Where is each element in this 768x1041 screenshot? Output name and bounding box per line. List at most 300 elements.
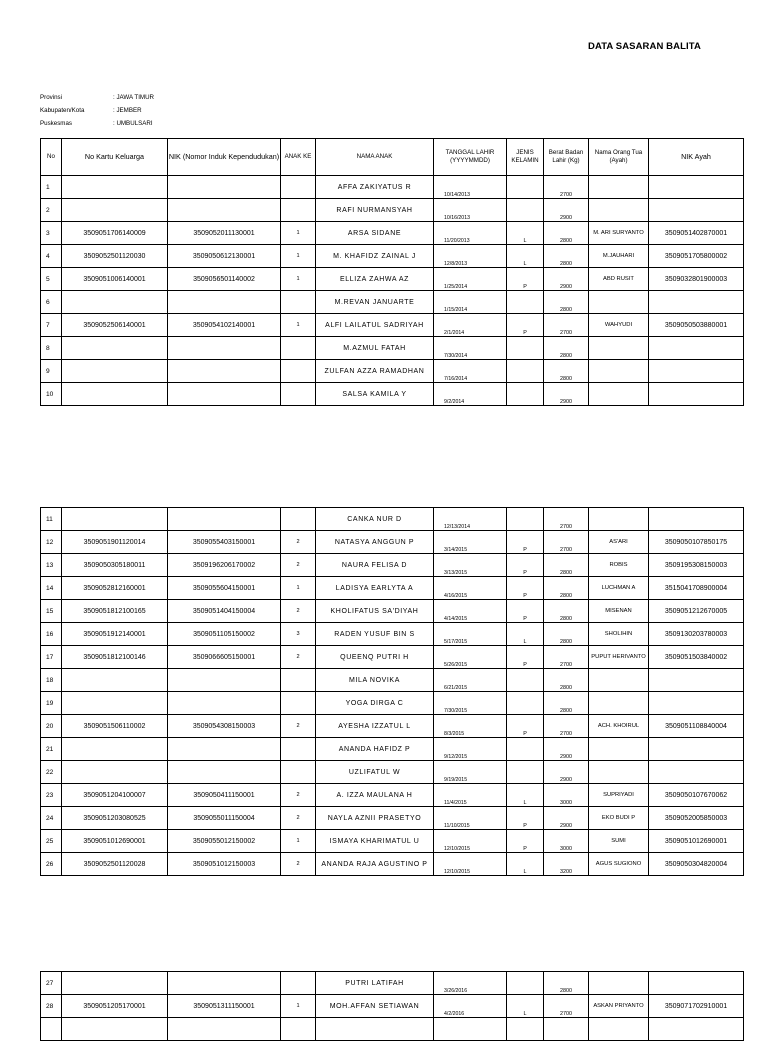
cell-tgl: 3/14/2015: [434, 531, 507, 554]
cell-kk: 3509051012690001: [62, 830, 168, 853]
cell-jk: L: [507, 784, 544, 807]
cell-tgl: 12/10/2015: [434, 830, 507, 853]
cell-nik-ayah: 3509130203780003: [649, 623, 744, 646]
meta-value: : JAWA TIMUR: [113, 94, 155, 101]
cell-nik-ayah: [649, 383, 744, 406]
cell-jk: [507, 669, 544, 692]
cell-nik-ayah: [649, 669, 744, 692]
cell-nik: 3509055011150004: [168, 807, 281, 830]
header-jk: JENIS KELAMIN: [507, 139, 544, 176]
cell-jk: [507, 176, 544, 199]
cell-nama: ELLIZA ZAHWA AZ: [316, 268, 434, 291]
cell-no: 25: [41, 830, 62, 853]
cell-ortu: SUMI: [589, 830, 649, 853]
header-kk: No Kartu Keluarga: [62, 139, 168, 176]
cell-nik-ayah: [649, 692, 744, 715]
cell-jk: [507, 383, 544, 406]
table-body-3: [41, 972, 744, 1041]
cell-ortu: AGUS SUGIONO: [589, 853, 649, 876]
cell-nik: [168, 360, 281, 383]
cell-kk: 3509051706140009: [62, 222, 168, 245]
meta-value: : UMBULSARI: [113, 120, 153, 127]
cell-nama: M.AZMUL FATAH: [316, 337, 434, 360]
cell-jk: P: [507, 577, 544, 600]
cell-tgl: 11/4/2015: [434, 784, 507, 807]
cell-nik-ayah: [649, 199, 744, 222]
cell-no: 14: [41, 577, 62, 600]
cell-nik: [168, 383, 281, 406]
table-row: [41, 577, 744, 600]
cell-ortu: SHOLIHIN: [589, 623, 649, 646]
cell-jk: L: [507, 222, 544, 245]
header-nik-ayah: NIK Ayah: [649, 139, 744, 176]
cell-ortu: [589, 738, 649, 761]
cell-kk: [62, 337, 168, 360]
cell-nik-ayah: [649, 972, 744, 995]
header-ortu: Nama Orang Tua (Ayah): [589, 139, 649, 176]
cell-bb: 2800: [544, 600, 589, 623]
cell-ortu: [589, 761, 649, 784]
cell-kk: [62, 508, 168, 531]
cell-bb: 2800: [544, 692, 589, 715]
meta-label: Kabupaten/Kota: [40, 107, 85, 114]
cell-tgl: 3/13/2015: [434, 554, 507, 577]
cell-no: 9: [41, 360, 62, 383]
cell-nik: 3509055403150001: [168, 531, 281, 554]
cell-tgl: 8/3/2015: [434, 715, 507, 738]
table-row: [41, 222, 744, 245]
cell-tgl: 1/15/2014: [434, 291, 507, 314]
cell-nama: NAURA FELISA D: [316, 554, 434, 577]
cell-jk: [507, 972, 544, 995]
cell-jk: P: [507, 600, 544, 623]
cell-jk: [507, 692, 544, 715]
cell-ortu: ASKAN PRIYANTO: [589, 995, 649, 1018]
meta-row-puskesmas: [40, 117, 154, 130]
cell-ortu: ACH. KHOIRUL: [589, 715, 649, 738]
cell-tgl: 9/12/2015: [434, 738, 507, 761]
cell-no: 12: [41, 531, 62, 554]
cell-anak-ke: [281, 508, 316, 531]
cell-nik-ayah: 3509050107670062: [649, 784, 744, 807]
table-row: [41, 761, 744, 784]
cell-bb: 2800: [544, 337, 589, 360]
cell-nik: 3509056501140002: [168, 268, 281, 291]
cell-jk: P: [507, 830, 544, 853]
cell-nama: QUEENQ PUTRI H: [316, 646, 434, 669]
cell-kk: [62, 360, 168, 383]
cell-ortu: [589, 692, 649, 715]
cell-tgl: 1/25/2014: [434, 268, 507, 291]
header-bb: Berat Badan Lahir (Kg): [544, 139, 589, 176]
cell-no: 16: [41, 623, 62, 646]
cell-nama: [316, 1018, 434, 1041]
meta-value: : JEMBER: [113, 107, 142, 114]
cell-bb: 2700: [544, 176, 589, 199]
cell-ortu: M.JAUHARI: [589, 245, 649, 268]
table-row: [41, 360, 744, 383]
cell-kk: 3509052501120030: [62, 245, 168, 268]
header-no: No: [41, 139, 62, 176]
cell-nama: MOH.AFFAN SETIAWAN: [316, 995, 434, 1018]
cell-anak-ke: 2: [281, 531, 316, 554]
cell-nik-ayah: [649, 360, 744, 383]
cell-nik: [168, 176, 281, 199]
cell-kk: [62, 199, 168, 222]
cell-nik-ayah: 3509195308150003: [649, 554, 744, 577]
cell-anak-ke: [281, 291, 316, 314]
table-row: [41, 995, 744, 1018]
cell-nik: [168, 508, 281, 531]
cell-tgl: 9/19/2015: [434, 761, 507, 784]
cell-kk: [62, 761, 168, 784]
cell-anak-ke: 1: [281, 314, 316, 337]
cell-bb: 2800: [544, 577, 589, 600]
cell-nik-ayah: 3509071702910001: [649, 995, 744, 1018]
cell-nik-ayah: [649, 738, 744, 761]
cell-ortu: AS'ARI: [589, 531, 649, 554]
cell-tgl: 12/8/2013: [434, 245, 507, 268]
cell-jk: [507, 337, 544, 360]
cell-nama: RADEN YUSUF BIN S: [316, 623, 434, 646]
cell-tgl: 3/26/2016: [434, 972, 507, 995]
cell-jk: [507, 360, 544, 383]
cell-tgl: 7/30/2014: [434, 337, 507, 360]
cell-nama: M.REVAN JANUARTE: [316, 291, 434, 314]
cell-nik-ayah: 3509051108840004: [649, 715, 744, 738]
cell-anak-ke: 2: [281, 715, 316, 738]
cell-nama: LADISYA EARLYTA A: [316, 577, 434, 600]
cell-tgl: 10/16/2013: [434, 199, 507, 222]
cell-kk: [62, 692, 168, 715]
cell-nik: [168, 337, 281, 360]
cell-nik-ayah: [649, 1018, 744, 1041]
table-row: [41, 176, 744, 199]
cell-tgl: 4/2/2016: [434, 995, 507, 1018]
cell-nik-ayah: [649, 291, 744, 314]
cell-anak-ke: 1: [281, 222, 316, 245]
table-row: [41, 199, 744, 222]
cell-no: [41, 1018, 62, 1041]
cell-kk: 3509051506110002: [62, 715, 168, 738]
meta-label: Provinsi: [40, 94, 63, 101]
meta-info: [40, 91, 154, 130]
meta-row-provinsi: [40, 91, 154, 104]
cell-ortu: MISENAN: [589, 600, 649, 623]
cell-nik: 3509052011130001: [168, 222, 281, 245]
cell-ortu: WAHYUDI: [589, 314, 649, 337]
cell-anak-ke: [281, 972, 316, 995]
cell-nama: RAFI NURMANSYAH: [316, 199, 434, 222]
cell-no: 19: [41, 692, 62, 715]
cell-ortu: M. ARI SURYANTO: [589, 222, 649, 245]
cell-jk: [507, 761, 544, 784]
table-row: [41, 531, 744, 554]
cell-tgl: 12/13/2014: [434, 508, 507, 531]
header-row: [41, 139, 744, 176]
cell-anak-ke: [281, 738, 316, 761]
cell-tgl: 7/30/2015: [434, 692, 507, 715]
cell-nik: [168, 738, 281, 761]
cell-nik-ayah: [649, 176, 744, 199]
cell-nik-ayah: 3509051012690001: [649, 830, 744, 853]
cell-nama: PUTRI LATIFAH: [316, 972, 434, 995]
cell-nama: KHOLIFATUS SA'DIYAH: [316, 600, 434, 623]
cell-no: 4: [41, 245, 62, 268]
cell-nama: NAYLA AZNII PRASETYO: [316, 807, 434, 830]
cell-tgl: 5/17/2015: [434, 623, 507, 646]
cell-jk: P: [507, 314, 544, 337]
cell-anak-ke: 2: [281, 646, 316, 669]
cell-anak-ke: 1: [281, 577, 316, 600]
table-row: [41, 508, 744, 531]
table-row: [41, 807, 744, 830]
cell-nik: 3509054308150003: [168, 715, 281, 738]
cell-bb: 3000: [544, 830, 589, 853]
cell-no: 1: [41, 176, 62, 199]
cell-kk: [62, 972, 168, 995]
cell-kk: [62, 383, 168, 406]
cell-kk: 3509052812160001: [62, 577, 168, 600]
table-row: [41, 383, 744, 406]
cell-nama: A. IZZA MAULANA H: [316, 784, 434, 807]
cell-nama: ANANDA HAFIDZ P: [316, 738, 434, 761]
cell-no: 21: [41, 738, 62, 761]
cell-nik-ayah: 3509050107850175: [649, 531, 744, 554]
cell-nik: 3509054102140001: [168, 314, 281, 337]
cell-nama: ISMAYA KHARIMATUL U: [316, 830, 434, 853]
cell-jk: P: [507, 715, 544, 738]
cell-nik-ayah: [649, 508, 744, 531]
cell-tgl: 9/2/2014: [434, 383, 507, 406]
cell-kk: 3509052506140001: [62, 314, 168, 337]
cell-bb: 2800: [544, 291, 589, 314]
cell-bb: 2900: [544, 383, 589, 406]
cell-ortu: [589, 1018, 649, 1041]
cell-nik-ayah: 3509050503880001: [649, 314, 744, 337]
cell-bb: 2800: [544, 972, 589, 995]
cell-kk: [62, 291, 168, 314]
cell-tgl: 11/20/2013: [434, 222, 507, 245]
table-row: [41, 784, 744, 807]
cell-jk: L: [507, 853, 544, 876]
cell-kk: 3509051203080525: [62, 807, 168, 830]
cell-nik-ayah: [649, 337, 744, 360]
cell-anak-ke: 1: [281, 268, 316, 291]
cell-ortu: [589, 291, 649, 314]
cell-no: 27: [41, 972, 62, 995]
cell-jk: P: [507, 268, 544, 291]
cell-nik-ayah: [649, 761, 744, 784]
cell-nik: [168, 1018, 281, 1041]
cell-nama: SALSA KAMILA Y: [316, 383, 434, 406]
cell-tgl: 2/1/2014: [434, 314, 507, 337]
cell-nama: AFFA ZAKIYATUS R: [316, 176, 434, 199]
cell-jk: P: [507, 554, 544, 577]
table-row: [41, 554, 744, 577]
cell-ortu: [589, 383, 649, 406]
cell-bb: 2800: [544, 669, 589, 692]
cell-bb: [544, 1018, 589, 1041]
cell-no: 2: [41, 199, 62, 222]
cell-anak-ke: 1: [281, 995, 316, 1018]
cell-nik: [168, 199, 281, 222]
table-row: [41, 623, 744, 646]
cell-ortu: [589, 337, 649, 360]
table-row: [41, 692, 744, 715]
cell-no: 20: [41, 715, 62, 738]
cell-anak-ke: 2: [281, 853, 316, 876]
cell-nik: 3509055012150002: [168, 830, 281, 853]
cell-anak-ke: 1: [281, 245, 316, 268]
cell-jk: L: [507, 995, 544, 1018]
cell-no: 24: [41, 807, 62, 830]
cell-no: 26: [41, 853, 62, 876]
cell-nama: CANKA NUR D: [316, 508, 434, 531]
cell-no: 17: [41, 646, 62, 669]
cell-anak-ke: [281, 383, 316, 406]
cell-nama: ALFI LAILATUL SADRIYAH: [316, 314, 434, 337]
cell-ortu: [589, 176, 649, 199]
cell-bb: 2800: [544, 623, 589, 646]
cell-anak-ke: 2: [281, 784, 316, 807]
cell-ortu: [589, 508, 649, 531]
cell-nik: [168, 669, 281, 692]
cell-ortu: SUPRIYADI: [589, 784, 649, 807]
table-row: [41, 738, 744, 761]
table-row: [41, 1018, 744, 1041]
cell-nik: 3509055604150001: [168, 577, 281, 600]
table-row: [41, 972, 744, 995]
cell-no: 10: [41, 383, 62, 406]
cell-bb: 2800: [544, 554, 589, 577]
cell-tgl: [434, 1018, 507, 1041]
cell-jk: [507, 738, 544, 761]
cell-jk: L: [507, 623, 544, 646]
table-row: [41, 830, 744, 853]
cell-kk: [62, 1018, 168, 1041]
cell-no: 3: [41, 222, 62, 245]
cell-bb: 2700: [544, 646, 589, 669]
cell-tgl: 5/26/2015: [434, 646, 507, 669]
cell-nik: 3509051012150003: [168, 853, 281, 876]
cell-nik-ayah: 3509032801900003: [649, 268, 744, 291]
cell-nama: MILA NOVIKA: [316, 669, 434, 692]
cell-jk: P: [507, 531, 544, 554]
cell-bb: 2900: [544, 199, 589, 222]
cell-no: 23: [41, 784, 62, 807]
meta-row-kabupaten: [40, 104, 154, 117]
cell-bb: 3000: [544, 784, 589, 807]
header-nama: NAMA ANAK: [316, 139, 434, 176]
cell-nama: ARSA SIDANE: [316, 222, 434, 245]
table-row: [41, 669, 744, 692]
table-body-2: [41, 508, 744, 876]
data-table-3: [40, 971, 744, 1041]
cell-jk: P: [507, 807, 544, 830]
cell-jk: [507, 1018, 544, 1041]
cell-tgl: 11/10/2015: [434, 807, 507, 830]
cell-anak-ke: [281, 337, 316, 360]
cell-kk: [62, 669, 168, 692]
table-row: [41, 314, 744, 337]
cell-jk: [507, 291, 544, 314]
cell-kk: 3509051912140001: [62, 623, 168, 646]
cell-anak-ke: [281, 176, 316, 199]
cell-no: 15: [41, 600, 62, 623]
cell-nik-ayah: 3509051402870001: [649, 222, 744, 245]
cell-bb: 2700: [544, 508, 589, 531]
cell-nik: 3509050612130001: [168, 245, 281, 268]
cell-nik-ayah: 3509050304820004: [649, 853, 744, 876]
header-tgl: TANGGAL LAHIR (YYYYMMDD): [434, 139, 507, 176]
cell-kk: 3509051205170001: [62, 995, 168, 1018]
cell-bb: 3200: [544, 853, 589, 876]
cell-nama: NATASYA ANGGUN P: [316, 531, 434, 554]
cell-nama: ZULFAN AZZA RAMADHAN: [316, 360, 434, 383]
cell-ortu: EKO BUDI P: [589, 807, 649, 830]
cell-bb: 2800: [544, 360, 589, 383]
cell-bb: 2700: [544, 995, 589, 1018]
cell-no: 18: [41, 669, 62, 692]
cell-no: 5: [41, 268, 62, 291]
cell-nik: 3509066605150001: [168, 646, 281, 669]
table-row: [41, 646, 744, 669]
cell-tgl: 12/10/2015: [434, 853, 507, 876]
cell-nik: 3509051105150002: [168, 623, 281, 646]
table-row: [41, 245, 744, 268]
cell-bb: 2900: [544, 807, 589, 830]
cell-jk: [507, 199, 544, 222]
cell-anak-ke: 2: [281, 807, 316, 830]
table-body-1: [41, 176, 744, 406]
cell-tgl: 10/14/2013: [434, 176, 507, 199]
cell-nama: ANANDA RAJA AGUSTINO P: [316, 853, 434, 876]
cell-jk: [507, 508, 544, 531]
cell-nik: 3509050411150001: [168, 784, 281, 807]
cell-nama: YOGA DIRGA C: [316, 692, 434, 715]
table-row: [41, 853, 744, 876]
cell-kk: 3509051204100007: [62, 784, 168, 807]
cell-bb: 2900: [544, 761, 589, 784]
cell-ortu: [589, 669, 649, 692]
cell-nik-ayah: 3509051212670005: [649, 600, 744, 623]
cell-anak-ke: 3: [281, 623, 316, 646]
cell-bb: 2700: [544, 314, 589, 337]
cell-kk: [62, 738, 168, 761]
cell-nik: 3509051404150004: [168, 600, 281, 623]
cell-kk: 3509051812100165: [62, 600, 168, 623]
cell-nik: 3509196206170002: [168, 554, 281, 577]
cell-anak-ke: 1: [281, 830, 316, 853]
cell-nik-ayah: 3509052005850003: [649, 807, 744, 830]
cell-nik: [168, 692, 281, 715]
cell-ortu: PUPUT HERIVANTO: [589, 646, 649, 669]
cell-nik-ayah: 3515041708900004: [649, 577, 744, 600]
cell-no: 22: [41, 761, 62, 784]
cell-kk: 3509051006140001: [62, 268, 168, 291]
cell-nik-ayah: 3509051503840002: [649, 646, 744, 669]
cell-anak-ke: [281, 692, 316, 715]
cell-ortu: ABD RUSIT: [589, 268, 649, 291]
header-nik: NIK (Nomor Induk Kependudukan): [168, 139, 281, 176]
cell-no: 8: [41, 337, 62, 360]
page-title: DATA SASARAN BALITA: [588, 41, 701, 52]
cell-nik-ayah: 3509051705800002: [649, 245, 744, 268]
table-row: [41, 337, 744, 360]
cell-kk: 3509050305180011: [62, 554, 168, 577]
cell-no: 7: [41, 314, 62, 337]
